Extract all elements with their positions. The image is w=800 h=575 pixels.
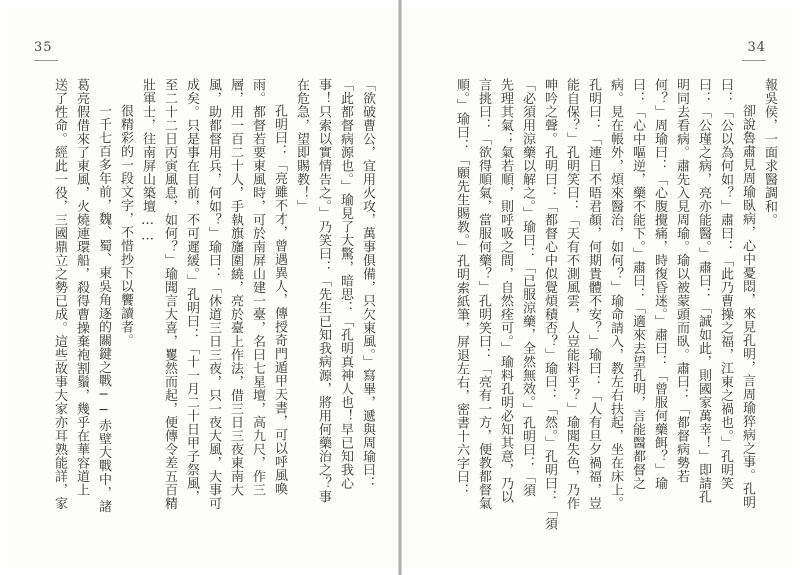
page-number: 34 [747,40,766,55]
text-column: 孔明曰：「連日不晤君顏，何期貴體不安？」瑜曰：「人有旦夕禍福，豈 [586,78,601,510]
right-page-text [420,78,780,538]
text-column: 孔明曰：「亮雖不才，曾遇異人，傳授奇門遁甲天書，可以呼風喚 [272,104,287,496]
text-column: 卻說魯肅見周瑜臥病，心中憂悶，來見孔明，言周瑜猝病之事。孔明 [740,104,755,509]
text-column: 很精彩的一段文字，不惜抄下以饗讀者。 [118,104,133,347]
text-column: 在危急，望即賜教！」 [294,78,309,213]
text-column: 曰：「心中嘔逆，藥不能下。」肅曰：「適來去望孔明，言能醫都督之 [630,78,645,490]
text-column: 何？」周瑜曰：「心腹攪痛，時復昏迷。」肅曰：「曾服何藥餌？」瑜 [652,78,667,490]
text-column: 曰：「公瑾之病，亮亦能醫。」肅曰：「誠如此，則國家萬幸！」即請孔 [696,78,711,504]
text-column: 層，用一百二十人，手執旗旛圍繞，亮於臺上作法，借三日三夜東南大 [228,78,243,497]
text-column: 一千七百多年前，魏、蜀、東吳角逐的關鍵之戰──赤壁大戰中，諸 [96,104,111,513]
text-column: 先理其氣；氣若順，則呼吸之間，自然痊可。」瑜料孔明必知其意，乃以 [498,78,513,504]
text-column: 順。」瑜曰：「願先生賜教。」孔明索紙筆，屏退左右，密書十六字曰： [454,78,469,497]
text-column: 曰：「公以為何如？」肅曰：「此乃曹操之福，江東之禍也。」孔明笑 [718,78,733,490]
text-column: 病。見在帳外，煩來醫治，如何？」瑜命請入，教左右扶起，坐在床上。 [608,78,623,510]
book-gutter [398,0,402,575]
text-column: 言挑曰：「欲得順氣，當服何藥？」孔明笑曰：「亮有一方，便教都督氣 [476,78,491,510]
text-column: 能自保？」孔明笑曰：「天有不測風雲，人豈能料乎？」瑜聞失色，乃作 [564,78,579,510]
left-page [6,6,396,568]
text-column: 雨。都督若要東風時，可於南屏山建一臺，名曰七星壇，高九尺，作三 [250,78,265,497]
text-column: 成矣。只是事在目前，不可遲緩。」孔明曰：「十一月二十日甲子祭風， [184,78,199,504]
text-column: 至二十二日丙寅風息，如何？」瑜聞言大喜，矍然而起，便傳令差五百精 [162,78,177,510]
text-column: 壯軍士，往南屏山築壇…… [140,78,155,244]
header-rule [34,60,58,61]
text-column: 「此都督病源也。」瑜見了大驚，暗思：「孔明真神人也！早已知我心 [338,78,353,490]
text-column: 「必須用涼藥以解之。」瑜曰：「已服涼藥，全然無效。」孔明曰：「須 [520,78,535,497]
page-number: 35 [34,40,53,55]
text-column: 報吳侯，一面求醫調和。 [762,78,777,227]
text-column: 葛亮假借來了東風，火燒連環船，殺得曹操棄袍割鬚，幾乎在華容道上 [74,78,89,497]
left-page-text [23,78,378,538]
header-rule [742,60,766,61]
text-column: 事！只索以實情告之。」乃笑曰：「先生已知我病源，將用何藥治之？事 [316,78,331,504]
right-page [404,6,794,568]
text-column: 呻吟之聲。孔明曰：「都督心中似覺煩積否？」瑜曰：「然。」孔明曰：「須 [542,78,557,531]
text-column: 明同去看病。肅先入見周瑜。瑜以被蒙頭而臥。肅曰：「都督病勢若 [674,78,689,483]
text-column: 送了性命。經此一役，三國鼎立之勢已成。這些故事大家亦耳熟能詳，家 [52,78,67,510]
text-column: 「欲破曹公，宜用火攻，萬事俱備，只欠東風。」寫畢，遞與周瑜曰： [360,78,375,490]
text-column: 風，助都督用兵，何如？」瑜曰：「休道三日三夜，只一夜大風，大事可 [206,78,221,510]
